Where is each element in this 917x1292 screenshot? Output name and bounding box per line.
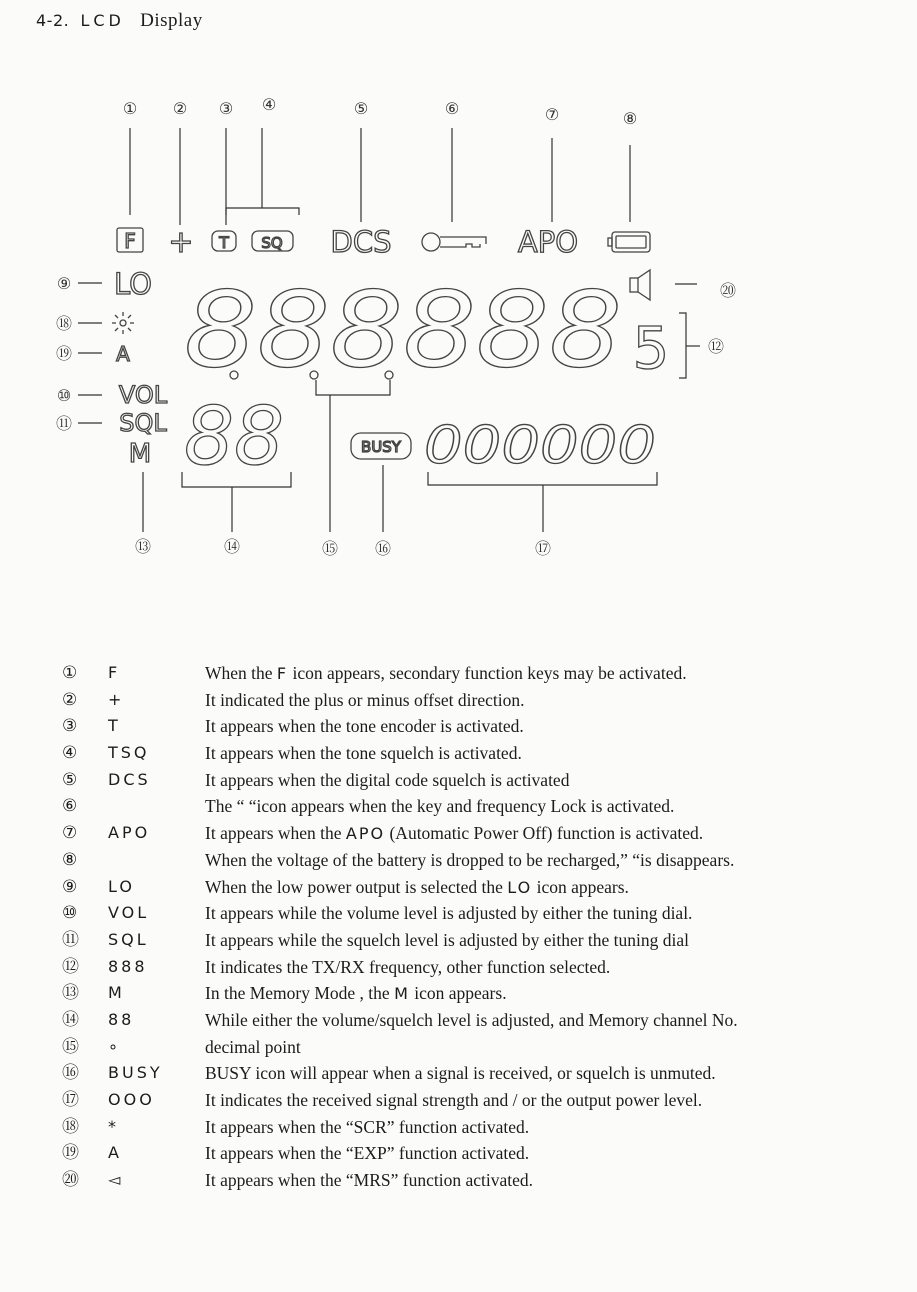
legend-text: (Automatic Power Off) function is activated. [385,823,704,844]
legend-text: It indicated the plus or minus offset direction. [205,689,525,710]
legend-text: icon appears, secondary function keys may be activated. [288,663,687,683]
legend-text: It appears when the tone encoder is activated. [205,716,524,737]
legend-text: It indicates the received signal strength and / or the output power level. [205,1090,703,1110]
legend-symbol: ◅ [108,1170,124,1190]
small-digit: 5 [632,314,670,382]
legend-text: When the [205,663,277,683]
legend-description [205,874,629,902]
legend-row [62,1114,902,1141]
callout-10: ⑩ [56,386,72,405]
callout-6: ⑥ [444,99,460,118]
legend-row [62,820,902,847]
legend-row [62,793,902,820]
legend-description [205,1007,738,1035]
legend-description [205,1034,301,1062]
section-title: Display [140,10,203,31]
legend-symbol: VOL [108,903,150,923]
legend-text: It appears while the volume level is adjusted by either the tuning dial. [205,903,693,924]
legend-symbol: 88 [108,1009,135,1029]
legend-symbol: APO [108,823,151,843]
legend-text: decimal point [205,1036,301,1057]
legend-row [62,1060,902,1087]
lcd-diagram [0,80,917,580]
legend-number: ⑯ [62,1063,79,1084]
legend-number: ⑩ [62,903,78,924]
legend-number: ⑰ [62,1090,79,1110]
legend-description [205,1114,529,1142]
bracket-line [226,208,299,215]
legend-row [62,687,902,714]
callout-9: ⑨ [56,274,72,293]
section-lcd: LCD [80,11,125,30]
legend-description [205,900,692,928]
legend-number: ⑫ [62,956,79,977]
callout-17: ⑰ [534,539,552,558]
legend-inline-symbol: M [394,984,410,1004]
callout-13: ⑬ [134,537,152,556]
legend-number: ① [62,663,78,683]
callout-8: ⑧ [622,109,638,128]
legend-symbol: 888 [108,956,148,976]
legend-symbol: F [108,663,121,682]
legend-number: ⑲ [62,1143,79,1164]
vol-icon: VOL [118,381,168,409]
t-icon: T [219,233,229,252]
key-icon [422,233,486,251]
legend-row [62,900,902,927]
legend-symbol: LO [108,876,135,896]
legend-description [205,1140,529,1168]
legend-description [205,927,689,955]
legend-row [62,713,902,740]
legend-symbol: OOO [108,1090,155,1109]
legend-row [62,740,902,767]
bracket-line [679,313,686,378]
legend-text: The “ “icon appears when the key and frequency Lock is activated. [205,796,675,817]
a-icon: A [116,342,130,366]
battery-icon [608,232,650,252]
callout-7: ⑦ [544,105,560,124]
legend-description [205,713,524,741]
callout-20: ⑳ [719,281,737,300]
legend-list [62,660,902,1194]
legend-symbol: + [108,689,125,709]
legend-row [62,1140,902,1167]
legend-text: While either the volume/squelch level is adjusted, and Memory channel No. [205,1009,738,1030]
callout-11: ⑪ [55,414,73,433]
legend-number: ⑱ [62,1116,79,1137]
frequency-digits: 888888 [184,269,622,391]
lo-icon: LO [114,267,152,301]
legend-row [62,1034,902,1061]
callout-2: ② [172,99,188,118]
legend-row [62,660,902,687]
legend-number: ③ [62,716,78,737]
legend-text: It appears when the “EXP” function activated. [205,1143,530,1164]
legend-row [62,874,902,901]
legend-number: ⑧ [62,849,78,870]
legend-number: ⑭ [62,1009,79,1030]
legend-text: It appears when the “MRS” function activated. [205,1170,534,1191]
legend-row [62,954,902,981]
m-icon: M [128,439,152,469]
legend-inline-symbol: APO [345,824,386,844]
legend-text: It indicates the TX/RX frequency, other function selected. [205,956,611,977]
legend-description [205,820,703,848]
legend-number: ④ [62,743,78,764]
channel-digits: 88 [184,390,284,483]
legend-inline-symbol: F [276,664,289,683]
legend-text: In the Memory Mode , the [205,983,395,1004]
legend-text: When the low power output is selected the [205,876,508,897]
legend-number: ⑤ [62,769,78,790]
legend-description [205,980,507,1008]
sql-icon: SQL [119,409,167,437]
legend-description [205,954,610,982]
legend-description [205,1060,716,1088]
legend-row [62,927,902,954]
legend-description [205,740,522,768]
scr-star-icon [112,312,134,334]
callout-18: ⑱ [55,314,73,333]
legend-text: icon appears. [532,876,629,897]
signal-meter: 000000 [424,416,656,476]
busy-icon: BUSY [361,438,401,456]
legend-symbol: ∘ [108,1036,122,1056]
legend-description [205,767,569,795]
callout-16: ⑯ [374,539,392,558]
legend-description [205,793,674,821]
legend-description [205,1167,533,1195]
legend-number: ⑥ [62,796,78,817]
legend-symbol: * [108,1116,119,1136]
legend-number: ⑳ [62,1170,79,1191]
callout-4: ④ [261,95,277,114]
legend-number: ⑦ [62,823,78,844]
section-heading [36,10,203,32]
legend-row [62,1007,902,1034]
callout-19: ⑲ [55,344,73,363]
legend-text: It appears when the tone squelch is activated. [205,743,522,764]
legend-description [205,660,687,688]
legend-symbol: DCS [108,769,151,789]
section-number: 4-2. [36,11,70,30]
callout-12: ⑫ [707,337,725,356]
legend-text: When the voltage of the battery is dropped to be recharged,” “is disappears. [205,849,735,870]
callout-1: ① [122,99,138,118]
callout-15: ⑮ [321,539,339,558]
legend-symbol: T [108,716,121,736]
legend-number: ② [62,689,78,710]
legend-description [205,1087,702,1115]
legend-row [62,767,902,794]
legend-text: It appears when the digital code squelch is activated [205,769,570,790]
legend-symbol: BUSY [108,1063,163,1083]
legend-text: BUSY icon will appear when a signal is received, or squelch is unmuted. [205,1063,716,1084]
legend-inline-symbol: LO [507,877,533,897]
legend-text: It appears when the “SCR” function activated. [205,1116,530,1137]
legend-row [62,1087,902,1114]
legend-symbol: SQL [108,929,149,949]
callout-5: ⑤ [353,99,369,118]
legend-description [205,847,734,875]
callout-3: ③ [218,99,234,118]
legend-number: ⑪ [62,929,79,950]
f-icon: F [124,229,136,253]
legend-number: ⑬ [62,983,79,1004]
dcs-icon: DCS [330,225,392,259]
plus-icon: + [168,225,194,260]
legend-symbol: A [108,1143,122,1163]
legend-row [62,847,902,874]
legend-number: ⑮ [62,1036,79,1057]
legend-text: It appears when the [205,823,346,844]
mrs-speaker-icon [630,270,650,300]
legend-symbol: M [108,983,125,1003]
sq-icon: SQ [261,234,283,252]
legend-text: icon appears. [409,983,507,1004]
legend-description [205,687,524,715]
legend-text: It appears while the squelch level is adjusted by either the tuning dial [205,929,690,950]
callout-14: ⑭ [223,537,241,556]
legend-symbol: TSQ [108,743,150,763]
legend-row [62,1167,902,1194]
legend-row [62,980,902,1007]
legend-number: ⑨ [62,876,78,897]
apo-icon: APO [517,225,579,259]
